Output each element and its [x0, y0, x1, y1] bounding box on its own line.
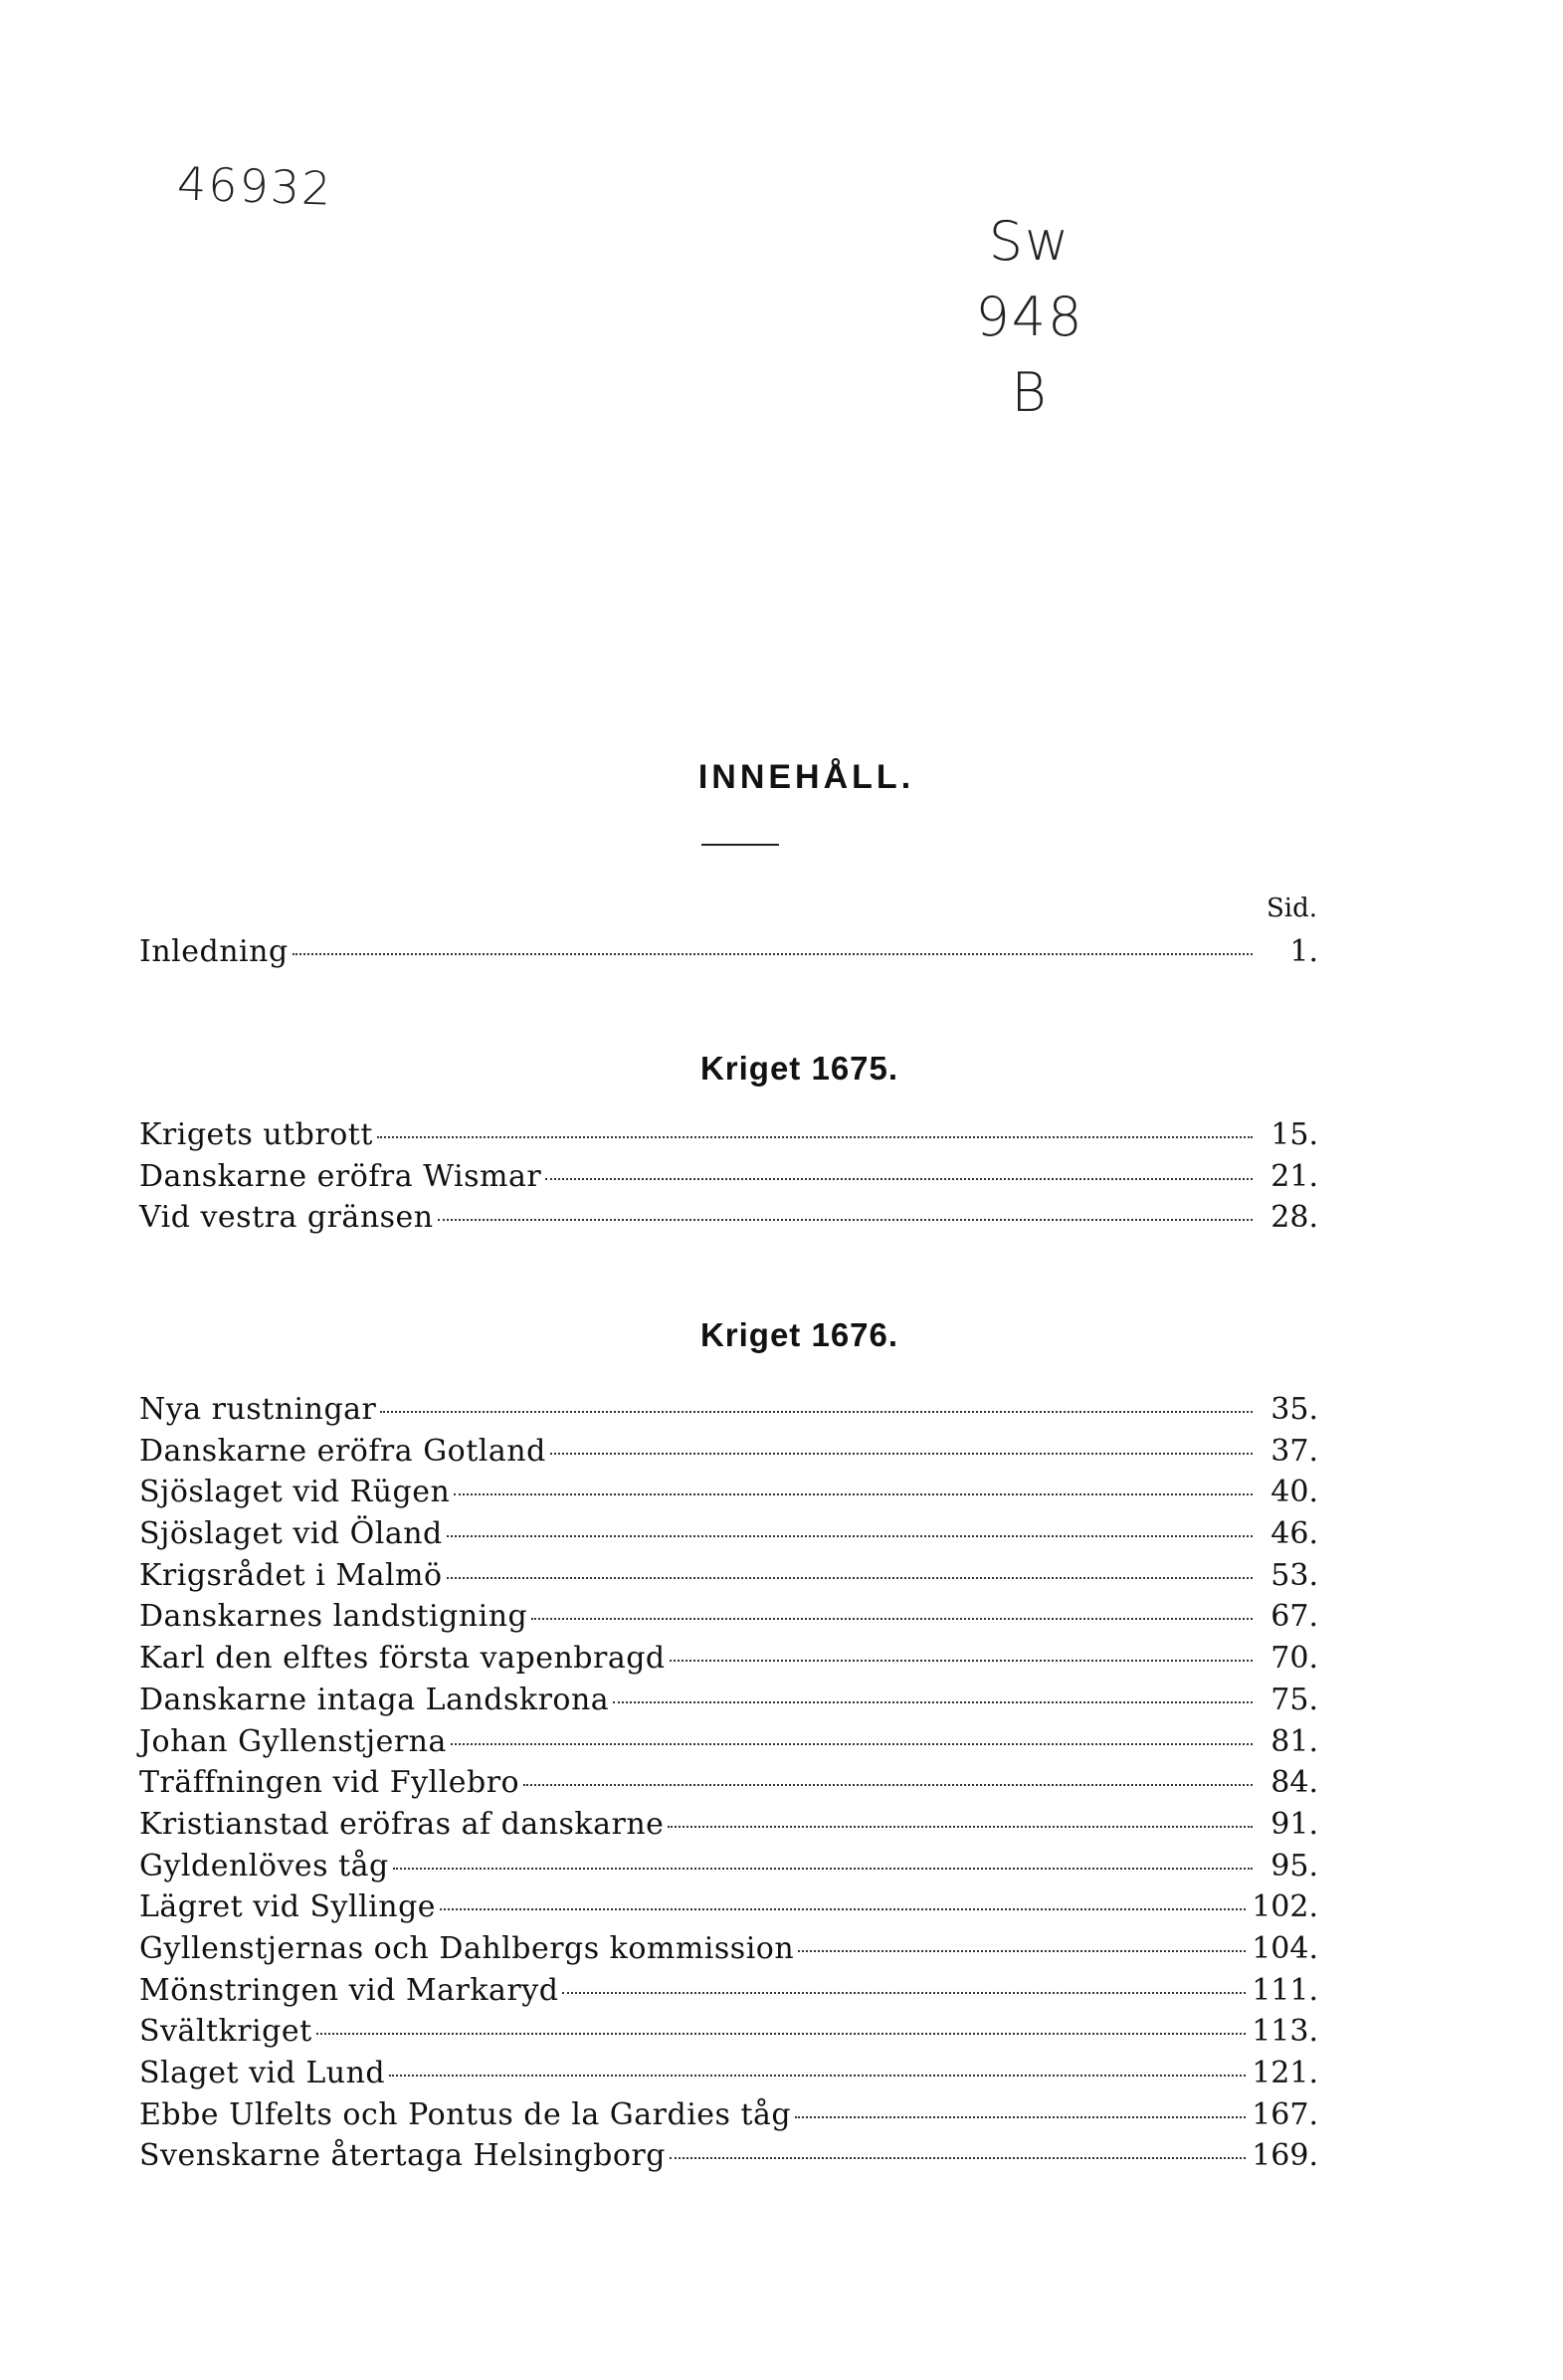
- toc-entry-page: 46.: [1270, 1516, 1318, 1552]
- toc-entry-title: Ebbe Ulfelts och Pontus de la Gardies tåg: [139, 2096, 792, 2132]
- toc-entry-title: Vid vestra gränsen: [139, 1200, 434, 1236]
- toc-entry-title: Gyldenlöves tåg: [139, 1848, 389, 1884]
- toc-entry[interactable]: [139, 1928, 1318, 1970]
- toc-entry-title: Sjöslaget vid Öland: [139, 1516, 443, 1552]
- dot-leader: [389, 2075, 1246, 2077]
- toc-entry-page: 40.: [1270, 1475, 1318, 1510]
- dot-leader: [393, 1868, 1253, 1870]
- toc-entry-title: Kristianstad eröfras af danskarne: [139, 1806, 665, 1842]
- toc-entry[interactable]: [139, 1886, 1318, 1928]
- toc-entry[interactable]: [139, 1156, 1318, 1198]
- toc-entry-page: 70.: [1270, 1641, 1318, 1677]
- toc-entry-title: Danskarne eröfra Gotland: [139, 1433, 546, 1469]
- dot-leader: [795, 2116, 1246, 2118]
- toc-entry[interactable]: [139, 1638, 1318, 1680]
- dot-leader: [451, 1743, 1253, 1745]
- toc-entry-page: 91.: [1270, 1806, 1318, 1842]
- dot-leader: [447, 1535, 1253, 1537]
- section-title-1675: Kriget 1675.: [699, 1050, 899, 1087]
- toc-entry-page: 84.: [1270, 1765, 1318, 1801]
- toc-entry-title: Slaget vid Lund: [139, 2056, 386, 2090]
- dot-leader: [531, 1618, 1253, 1620]
- call-number-annotation: [930, 204, 1129, 431]
- dot-leader: [550, 1453, 1253, 1455]
- toc-entry[interactable]: [139, 2135, 1318, 2177]
- toc-entry-title: Svältkriget: [139, 2014, 312, 2050]
- toc-entry-title: Danskarne eröfra Wismar: [139, 1158, 542, 1194]
- toc-entry-title: Sjöslaget vid Rügen: [139, 1475, 451, 1510]
- dot-leader: [377, 1136, 1253, 1138]
- toc-entry-title: Nya rustningar: [139, 1392, 377, 1427]
- toc-entry-title: Johan Gyllenstjerna: [139, 1723, 447, 1759]
- toc-entry-page: 15.: [1270, 1117, 1318, 1152]
- toc-entry-title: Danskarnes landstigning: [139, 1599, 528, 1635]
- toc-entry[interactable]: [139, 1555, 1318, 1597]
- call-number-line: B: [1011, 361, 1049, 424]
- toc-entry-page: 167.: [1252, 2096, 1318, 2132]
- section-title-1676: Kriget 1676.: [699, 1316, 899, 1353]
- toc-entry[interactable]: [139, 1596, 1318, 1638]
- dot-leader: [545, 1178, 1253, 1180]
- dot-leader: [447, 1577, 1253, 1579]
- dot-leader: [668, 1826, 1253, 1828]
- toc-entry-page: 102.: [1252, 1889, 1318, 1925]
- toc-entry[interactable]: [139, 1804, 1318, 1846]
- toc-entry-page: 53.: [1270, 1557, 1318, 1593]
- page-title: INNEHÅLL.: [697, 758, 915, 796]
- toc-entry-title: Svenskarne återtaga Helsingborg: [139, 2138, 666, 2174]
- call-number-line: Sw: [988, 210, 1072, 273]
- toc-entry[interactable]: [139, 931, 1318, 973]
- toc-entry-page: 121.: [1252, 2056, 1318, 2090]
- toc-entry[interactable]: [139, 1197, 1318, 1239]
- toc-entry-title: Gyllenstjernas och Dahlbergs kommission: [139, 1930, 795, 1966]
- toc-entry[interactable]: [139, 1970, 1318, 2012]
- toc-entry-page: 81.: [1270, 1723, 1318, 1759]
- toc-entry-page: 169.: [1252, 2138, 1318, 2174]
- toc-section-1675-list: [139, 1114, 1318, 1239]
- toc-entry-page: 21.: [1270, 1158, 1318, 1194]
- dot-leader: [454, 1493, 1253, 1495]
- toc-entry-title: Lägret vid Syllinge: [139, 1889, 437, 1925]
- toc-entry[interactable]: [139, 1721, 1318, 1763]
- toc-entry-title: Inledning: [139, 934, 289, 969]
- dot-leader: [562, 1992, 1246, 1994]
- toc-entry-page: 95.: [1270, 1848, 1318, 1884]
- dot-leader: [670, 2157, 1246, 2159]
- toc-entry-title: Karl den elftes första vapenbragd: [139, 1641, 666, 1677]
- toc-entry-title: Träffningen vid Fyllebro: [139, 1765, 520, 1801]
- toc-entry-title: Krigets utbrott: [139, 1117, 373, 1152]
- toc-intro-list: [139, 931, 1318, 973]
- accession-number-annotation: 46932: [176, 156, 334, 216]
- toc-entry[interactable]: [139, 1762, 1318, 1804]
- toc-entry-page: 35.: [1270, 1392, 1318, 1427]
- dot-leader: [440, 1908, 1246, 1910]
- toc-entry[interactable]: [139, 1680, 1318, 1721]
- toc-entry[interactable]: [139, 1389, 1318, 1431]
- toc-entry-page: 37.: [1270, 1433, 1318, 1469]
- toc-entry-title: Mönstringen vid Markaryd: [139, 1972, 559, 2008]
- toc-entry[interactable]: [139, 1472, 1318, 1513]
- dot-leader: [523, 1784, 1253, 1786]
- toc-entry-title: Krigsrådet i Malmö: [139, 1557, 443, 1593]
- page-column-label: Sid.: [1266, 893, 1317, 923]
- toc-entry[interactable]: [139, 2053, 1318, 2094]
- toc-entry[interactable]: [139, 2094, 1318, 2136]
- toc-entry-page: 75.: [1270, 1682, 1318, 1717]
- toc-entry-page: 1.: [1289, 934, 1318, 969]
- dot-leader: [438, 1219, 1253, 1221]
- toc-entry-page: 28.: [1270, 1200, 1318, 1236]
- toc-entry[interactable]: [139, 1846, 1318, 1887]
- toc-entry[interactable]: [139, 1513, 1318, 1555]
- toc-entry-page: 67.: [1270, 1599, 1318, 1635]
- toc-entry[interactable]: [139, 2011, 1318, 2053]
- dot-leader: [798, 1950, 1246, 1952]
- dot-leader: [293, 953, 1253, 955]
- toc-section-1676-list: [139, 1389, 1318, 2177]
- dot-leader: [380, 1411, 1253, 1413]
- toc-entry-page: 113.: [1252, 2014, 1318, 2050]
- toc-entry[interactable]: [139, 1431, 1318, 1473]
- dot-leader: [670, 1660, 1253, 1662]
- toc-entry[interactable]: [139, 1114, 1318, 1156]
- dot-leader: [316, 2033, 1247, 2035]
- toc-entry-title: Danskarne intaga Landskrona: [139, 1682, 610, 1717]
- call-number-line: 948: [975, 286, 1084, 348]
- toc-entry-page: 104.: [1252, 1930, 1318, 1966]
- dot-leader: [613, 1701, 1253, 1703]
- toc-entry-page: 111.: [1252, 1972, 1318, 2008]
- title-rule-divider: [701, 844, 779, 846]
